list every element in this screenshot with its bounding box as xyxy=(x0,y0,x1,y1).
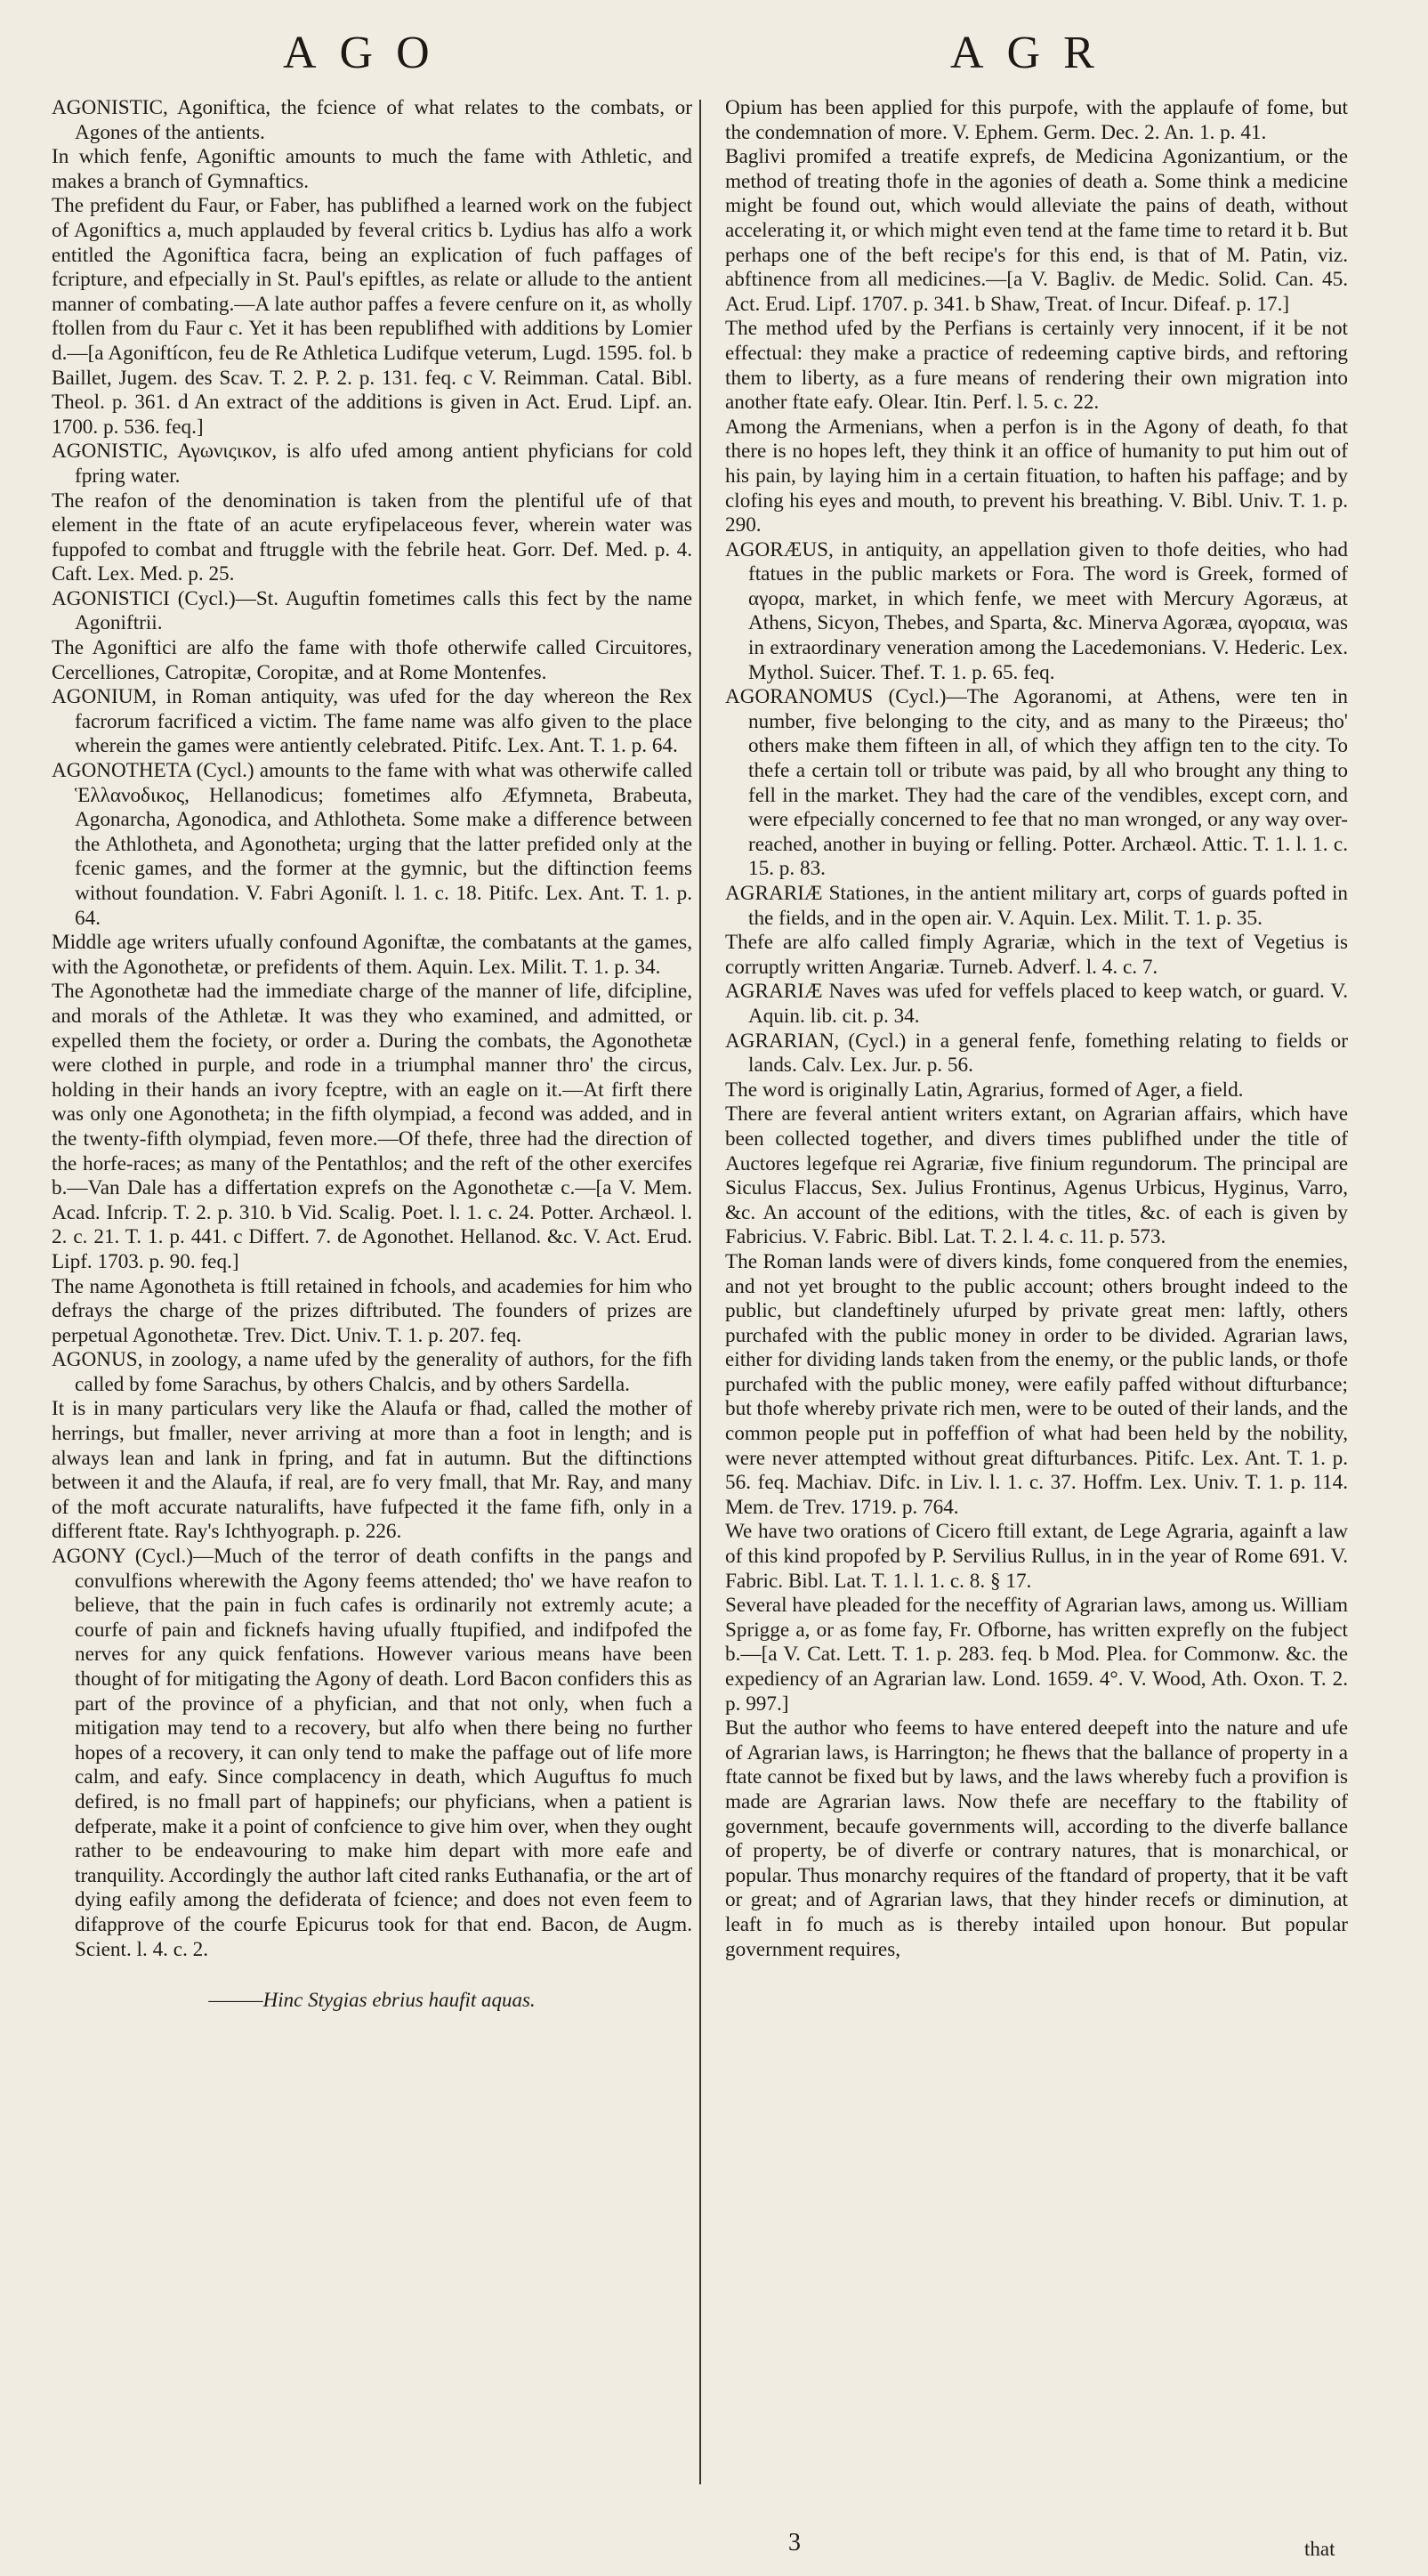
running-head-left: AGO xyxy=(283,28,453,78)
running-head-right: AGR xyxy=(950,28,1117,78)
dictionary-entry: AGRARIAN, (Cycl.) in a general fenfe, fomething relating to fields or lands. Calv. Lex. Jur. p. 56. xyxy=(725,1029,1348,1078)
dictionary-entry: AGONY (Cycl.)—Much of the terror of death confifts in the pangs and convulfions wherewith the Agony feems attended; tho' we have reafon to believe, that the pain in fuch cafes is ordinarily not extremly acute; a courfe of pain and ficknefs having ufually ftupified, and indifpofed the nerves for any quick fenfations. However various means have been thought of for mitigating the Agony of death. Lord Bacon confiders this as part of the province of a phyfician, and that not only, when fuch a mitigation may tend to a recovery, but alfo when there being no further hopes of a recovery, it can only tend to make the paffage out of life more calm, and eafy. Since complacency in death, which Auguftus fo much defired, is no fmall part of happinefs; our phyficians, when a patient is defperate, make it a point of confcience to give him over, when they ought rather to be endeavouring to make him depart with more eafe and tranquility. Accordingly the author laft cited ranks Euthanafia, or the art of dying eafily among the defiderata of fcience; and does not even feem to difapprove of the courfe Epicurus took for that end. Bacon, de Augm. Scient. l. 4. c. 2. xyxy=(52,1545,692,1961)
entry-paragraph: The Agonothetæ had the immediate charge of the manner of life, difcipline, and morals of the Athletæ. It was they who examined, and admitted, or expelled them the fociety, or order a. During the combats, the Agonothetæ were clothed in purple, and rode in a triumphal manner thro' the circus, holding in their hands an ivory fceptre, with an eagle on it.—At firft there was only one Agonotheta; in the fifth olympiad, a fecond was added, and in the twenty-fifth olympiad, feven more.—Of thefe, three had the direction of the horfe-races; as many of the Pentathlos; and the reft of the other exercifes b.—Van Dale has a differtation exprefs on the Agonothetæ c.—[a V. Mem. Acad. Infcrip. T. 2. p. 310. b Vid. Scalig. Poet. l. 1. c. 24. Potter. Archæol. l. 2. c. 21. T. 1. p. 441. c Differt. 7. de Agonothet. Hellanod. &c. V. Act. Erud. Lipf. 1703. p. 90. feq.] xyxy=(52,980,692,1273)
verse-quotation: ———Hinc Stygias ebrius haufit aquas. xyxy=(208,1989,536,2012)
entry-paragraph: The reafon of the denomination is taken from the plentiful ufe of that element in the ftate of an acute eryfipelaceous fever, wherein water was fuppofed to combat and ftruggle with the febrile heat. Gorr. Def. Med. p. 4. Caft. Lex. Med. p. 25. xyxy=(52,489,692,586)
dictionary-entry: AGONISTIC, Αγωνιςικον, is alfo ufed among antient phyficians for cold fpring water. xyxy=(52,440,692,488)
dictionary-entry: AGORÆUS, in antiquity, an appellation given to thofe deities, who had ftatues in the public markets or Fora. The word is Greek, formed of αγορα, market, in which fenfe, we meet with Mercury Agoræus, at Athens, Sicyon, Thebes, and Sparta, &c. Minerva Agoræa, αγοραια, was in extraordinary veneration among the Lacedemonians. V. Hederic. Lex. Mythol. Suicer. Thef. T. 1. p. 65. feq. xyxy=(725,537,1348,684)
dictionary-entry: AGONISTIC, Agoniftica, the fcience of what relates to the combats, or Agones of the antients. xyxy=(52,96,692,144)
entry-paragraph: Baglivi promifed a treatife exprefs, de Medicina Agonizantium, or the method of treating thofe in the agonies of death a. Some think a medicine might be found out, which would alleviate the pains of death, without accelerating it, or which might even tend at the fame time to retard it b. But perhaps one of the beft recipe's for this end, is that of M. Patin, viz. abftinence from all medicines.—[a V. Bagliv. de Medic. Solid. Can. 45. Act. Erud. Lipf. 1707. p. 341. b Shaw, Treat. of Incur. Difeaf. p. 17.] xyxy=(725,145,1348,316)
entry-paragraph: But the author who feems to have entered deepeft into the nature and ufe of Agrarian laws, is Harrington; he fhews that the ballance of property in a ftate cannot be fixed but by laws, and the laws whereby fuch a provifion is made are Agrarian laws. Now thefe are neceffary to the ftability of government, becaufe governments will, according to the diverfe ballance of property, be of diverfe or contrary natures, that is monarchical, or popular. Thus monarchy requires of the ftandard of property, that it be vaft or great; and of Agrarian laws, that they hinder recefs or diminution, at leaft in fo much as is thereby intailed upon honour. But popular government requires, xyxy=(725,1716,1348,1961)
entry-paragraph: It is in many particulars very like the Alaufa or fhad, called the mother of herrings, but fmaller, never arriving at more than a foot in length; and is always lean and lank in fpring, and fat in autumn. But the diftinctions between it and the Alaufa, if real, are fo very fmall, that Mr. Ray, and many of the moft accurate naturalifts, have fufpected it the fame fifh, only in a different ftate. Ray's Ichthyograph. p. 226. xyxy=(52,1397,692,1544)
entry-paragraph: Opium has been applied for this purpofe, with the applaufe of fome, but the condemnation of more. V. Ephem. Germ. Dec. 2. An. 1. p. 41. xyxy=(725,96,1348,144)
entry-paragraph: In which fenfe, Agoniftic amounts to much the fame with Athletic, and makes a branch of Gymnaftics. xyxy=(52,145,692,193)
entry-paragraph: The prefident du Faur, or Faber, has publifhed a learned work on the fubject of Agoniftics a, much applauded by feveral critics b. Lydius has alfo a work entitled the Agoniftica facra, being an explication of fuch paffages of fcripture, and efpecially in St. Paul's epiftles, as relate or allude to the antient manner of combating.—A late author paffes a fevere cenfure on it, as wholly ftollen from du Faur c. Yet it has been republifhed with additions by Lomier d.—[a Agoniftícon, feu de Re Athletica Ludifque veterum, Lugd. 1595. fol. b Baillet, Jugem. des Scav. T. 2. P. 2. p. 131. feq. c V. Reimman. Catal. Bibl. Theol. p. 361. d An extract of the additions is given in Act. Erud. Lipf. an. 1700. p. 536. feq.] xyxy=(52,194,692,439)
entry-paragraph: Thefe are alfo called fimply Agrariæ, which in the text of Vegetius is corruptly written Angariæ. Turneb. Adverf. l. 4. c. 7. xyxy=(725,931,1348,979)
column-divider xyxy=(699,100,701,2484)
dictionary-entry: AGONUS, in zoology, a name ufed by the generality of authors, for the fifh called by fome Sarachus, by others Chalcis, and by others Sardella. xyxy=(52,1348,692,1396)
entry-paragraph: The method ufed by the Perfians is certainly very innocent, if it be not effectual: they make a practice of redeeming captive birds, and reftoring them to liberty, as a fure means of rendering their own migration into another ftate eafy. Olear. Itin. Perf. l. 5. c. 22. xyxy=(725,317,1348,415)
dictionary-entry: AGRARIÆ Naves was ufed for veffels placed to keep watch, or guard. V. Aquin. lib. cit. p. 34. xyxy=(725,980,1348,1028)
page-number: 3 xyxy=(788,2529,801,2556)
entry-paragraph: Among the Armenians, when a perfon is in the Agony of death, fo that there is no hopes left, they think it an office of humanity to put him out of his pain, by laying him in a certain fituation, to haften his paffage; and by clofing his eyes and mouth, to prevent his breathing. V. Bibl. Univ. T. 1. p. 290. xyxy=(725,415,1348,537)
entry-paragraph: The word is originally Latin, Agrarius, formed of Ager, a field. xyxy=(725,1078,1244,1102)
dictionary-entry: AGONIUM, in Roman antiquity, was ufed for the day whereon the Rex facrorum facrificed a victim. The fame name was alfo given to the place wherein the games were antiently celebrated. Pitifc. Lex. Ant. T. 1. p. 64. xyxy=(52,685,692,758)
entry-paragraph: We have two orations of Cicero ftill extant, de Lege Agraria, againft a law of this kind propofed by P. Servilius Rullus, in in the year of Rome 691. V. Fabric. Bibl. Lat. T. 1. l. 1. c. 8. § 17. xyxy=(725,1520,1348,1593)
entry-paragraph: The name Agonotheta is ftill retained in fchools, and academies for him who defrays the charge of the prizes diftributed. The founders of prizes are perpetual Agonothetæ. Trev. Dict. Univ. T. 1. p. 207. feq. xyxy=(52,1274,692,1347)
entry-paragraph: The Roman lands were of divers kinds, fome conquered from the enemies, and not yet brought to the public account; others brought indeed to the public, but clandeftinely ufurped by private great men: laftly, others purchafed with the public money in order to be divided. Agrarian laws, either for dividing lands taken from the enemy, or the public lands, or thofe purchafed with the public money, were eafily paffed without difturbance; but thofe whereby private rich men, were to be outed of their lands, and the common people put in poffeffion of what had been held by the nobility, were never attempted without great difturbances. Pitifc. Lex. Ant. T. 1. p. 56. feq. Machiav. Difc. in Liv. l. 1. c. 37. Hoffm. Lex. Univ. T. 1. p. 114. Mem. de Trev. 1719. p. 764. xyxy=(725,1249,1348,1519)
entry-paragraph: Several have pleaded for the neceffity of Agrarian laws, among us. William Sprigge a, or as fome fay, Fr. Ofborne, has written exprefly on the fubject b.—[a V. Cat. Lett. T. 1. p. 283. feq. b Mod. Plea. for Commonw. &c. the expediency of an Agrarian law. Lond. 1659. 4°. V. Wood, Ath. Oxon. T. 2. p. 997.] xyxy=(725,1594,1348,1716)
dictionary-entry: AGORANOMUS (Cycl.)—The Agoranomi, at Athens, were ten in number, five belonging to the city, and as many to the Piræeus; tho' others make them fifteen in all, of which they affign ten to the city. To thefe a certain toll or tribute was paid, by all who brought any thing to fell in the market. They had the care of the vendibles, except corn, and were efpecially concerned to fee that no man wronged, or any way over-reached, another in buying or felling. Potter. Archæol. Attic. T. 1. l. 1. c. 15. p. 83. xyxy=(725,685,1348,881)
dictionary-entry: AGONOTHETA (Cycl.) amounts to the fame with what was otherwife called Ἑλλανοδικος, Hellanodicus; fometimes alfo Æfymneta, Brabeuta, Agonarcha, Agonodica, and Athlotheta. Some make a difference between the Athlotheta, and Agonotheta; urging that the latter prefided only at the fcenic games, and the former at the gymnic, but the diftinction feems without foundation. V. Fabri Agoniſt. l. 1. c. 18. Pitifc. Lex. Ant. T. 1. p. 64. xyxy=(52,759,692,930)
entry-paragraph: Middle age writers ufually confound Agoniftæ, the combatants at the games, with the Agonothetæ, or prefidents of them. Aquin. Lex. Milit. T. 1. p. 34. xyxy=(52,931,692,979)
dictionary-entry: AGONISTICI (Cycl.)—St. Auguftin fometimes calls this fect by the name Agoniftrii. xyxy=(52,586,692,635)
dictionary-entry: AGRARIÆ Stationes, in the antient military art, corps of guards pofted in the fields, and in the open air. V. Aquin. Lex. Milit. T. 1. p. 35. xyxy=(725,882,1348,930)
entry-paragraph: There are feveral antient writers extant, on Agrarian affairs, which have been collected together, and divers times publifhed under the title of Auctores legefque rei Agrariæ, five finium regundorum. The principal are Siculus Flaccus, Sex. Julius Frontinus, Agenus Urbicus, Hyginus, Varro, &c. An account of the editions, with the titles, &c. of each is given by Fabricius. V. Fabric. Bibl. Lat. T. 2. l. 4. c. 11. p. 573. xyxy=(725,1102,1348,1249)
entry-paragraph: The Agoniftici are alfo the fame with thofe otherwife called Circuitores, Cercelliones, Catropitæ, Coropitæ, and at Rome Montenfes. xyxy=(52,636,692,684)
catchword: that xyxy=(1304,2538,1335,2560)
left-column xyxy=(52,96,692,2012)
right-column xyxy=(725,96,1348,1962)
